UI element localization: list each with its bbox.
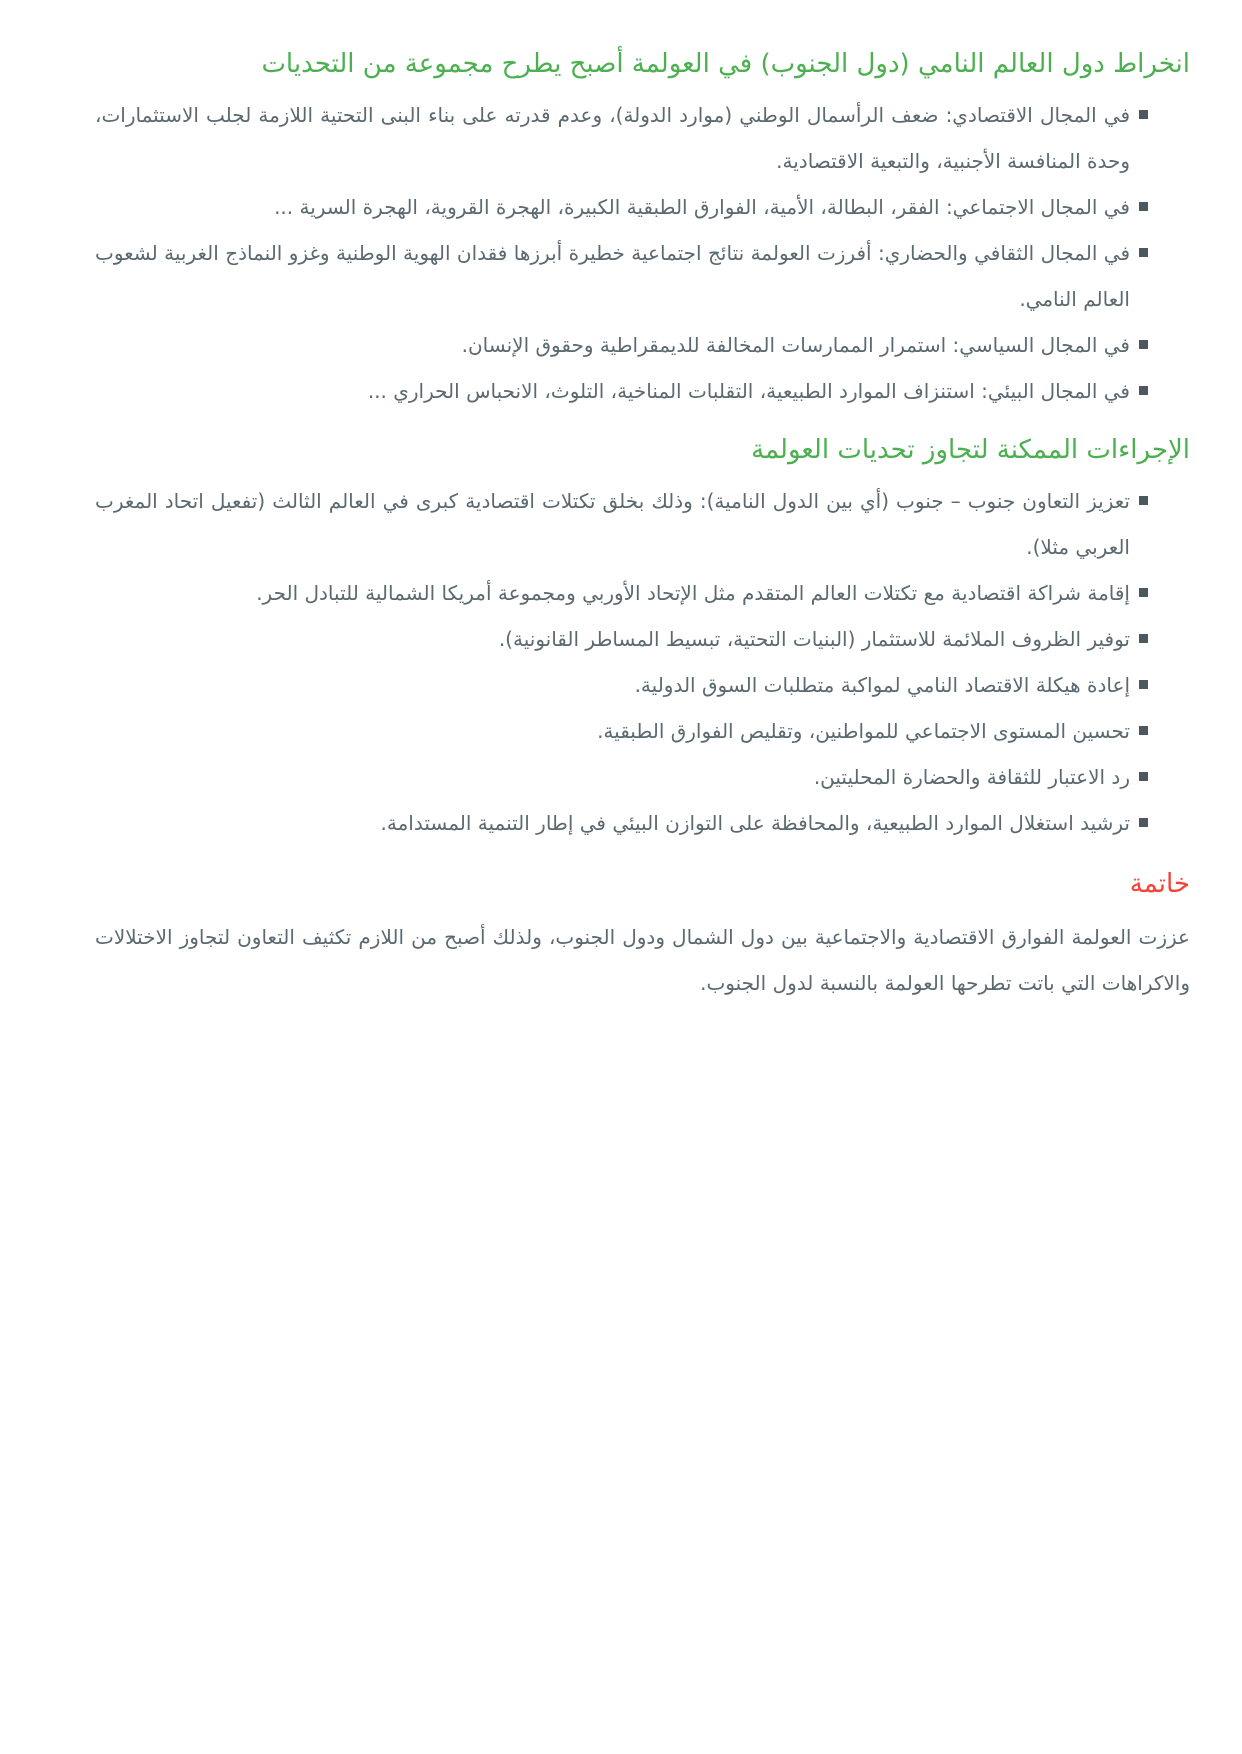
bullet-square-icon — [1139, 202, 1148, 211]
list-item — [95, 92, 1190, 184]
list-item-text: في المجال السياسي: استمرار الممارسات المخالفة للديمقراطية وحقوق الإنسان. — [461, 333, 1130, 357]
list-item-text: في المجال الاقتصادي: ضعف الرأسمال الوطني (موارد الدولة)، وعدم قدرته على بناء البنى التحتية اللازمة لجلب الاستثمارات، وحدة المنافسة الأجنبية، والتبعية الاقتصادية. — [95, 103, 1130, 173]
list-item — [95, 322, 1190, 368]
list-item-text: ترشيد استغلال الموارد الطبيعية، والمحافظة على التوازن البيئي في إطار التنمية المستدامة. — [380, 811, 1130, 835]
list-item-text: تعزيز التعاون جنوب – جنوب (أي بين الدول النامية): وذلك بخلق تكتلات اقتصادية كبرى في العالم الثالث (تفعيل اتحاد المغرب العربي مثلا). — [95, 489, 1130, 559]
section-heading-conclusion: خاتمة — [1129, 869, 1190, 899]
bullet-square-icon — [1139, 772, 1148, 781]
list-item — [95, 478, 1190, 570]
list-item-text: إعادة هيكلة الاقتصاد النامي لمواكبة متطلبات السوق الدولية. — [634, 673, 1130, 697]
bullet-square-icon — [1139, 340, 1148, 349]
bullet-square-icon — [1139, 818, 1148, 827]
bullet-square-icon — [1139, 680, 1148, 689]
bullet-square-icon — [1139, 726, 1148, 735]
list-item — [95, 616, 1190, 662]
list-item — [95, 662, 1190, 708]
bullet-square-icon — [1139, 110, 1148, 119]
list-item-text: توفير الظروف الملائمة للاستثمار (البنيات التحتية، تبسيط المساطر القانونية). — [498, 627, 1130, 651]
section-heading-challenges: انخراط دول العالم النامي (دول الجنوب) في العولمة أصبح يطرح مجموعة من التحديات — [261, 49, 1190, 79]
list-item — [95, 708, 1190, 754]
list-item — [95, 800, 1190, 846]
conclusion-paragraph: عززت العولمة الفوارق الاقتصادية والاجتماعية بين دول الشمال ودول الجنوب، ولذلك أصبح من اللازم تكثيف التعاون لتجاوز الاختلالات والاكراهات التي باتت تطرحها العولمة بالنسبة لدول الجنوب. — [95, 925, 1190, 995]
bullet-square-icon — [1139, 634, 1148, 643]
bullet-square-icon — [1139, 588, 1148, 597]
list-item-text: في المجال البيئي: استنزاف الموارد الطبيعية، التقلبات المناخية، التلوث، الانحباس الحراري ... — [367, 379, 1130, 403]
bullet-square-icon — [1139, 248, 1148, 257]
list-item — [95, 230, 1190, 322]
section-possible-measures — [95, 432, 1190, 846]
section-globalization-challenges — [95, 46, 1190, 414]
measures-list — [95, 478, 1190, 846]
list-item-text: في المجال الاجتماعي: الفقر، البطالة، الأمية، الفوارق الطبقية الكبيرة، الهجرة القروية، الهجرة السرية ... — [274, 195, 1130, 219]
challenges-list — [95, 92, 1190, 414]
list-item-text: في المجال الثقافي والحضاري: أفرزت العولمة نتائج اجتماعية خطيرة أبرزها فقدان الهوية الوطنية وغزو النماذج الغربية لشعوب العالم النامي. — [95, 241, 1130, 311]
list-item — [95, 184, 1190, 230]
list-item-text: تحسين المستوى الاجتماعي للمواطنين، وتقليص الفوارق الطبقية. — [597, 719, 1130, 743]
list-item — [95, 754, 1190, 800]
section-heading-measures: الإجراءات الممكنة لتجاوز تحديات العولمة — [751, 435, 1190, 465]
list-item-text: رد الاعتبار للثقافة والحضارة المحليتين. — [813, 765, 1130, 789]
bullet-square-icon — [1139, 386, 1148, 395]
section-conclusion — [95, 866, 1190, 1006]
list-item — [95, 570, 1190, 616]
list-item-text: إقامة شراكة اقتصادية مع تكتلات العالم المتقدم مثل الإتحاد الأوربي ومجموعة أمريكا الشمالية للتبادل الحر. — [256, 581, 1130, 605]
bullet-square-icon — [1139, 496, 1148, 505]
list-item — [95, 368, 1190, 414]
